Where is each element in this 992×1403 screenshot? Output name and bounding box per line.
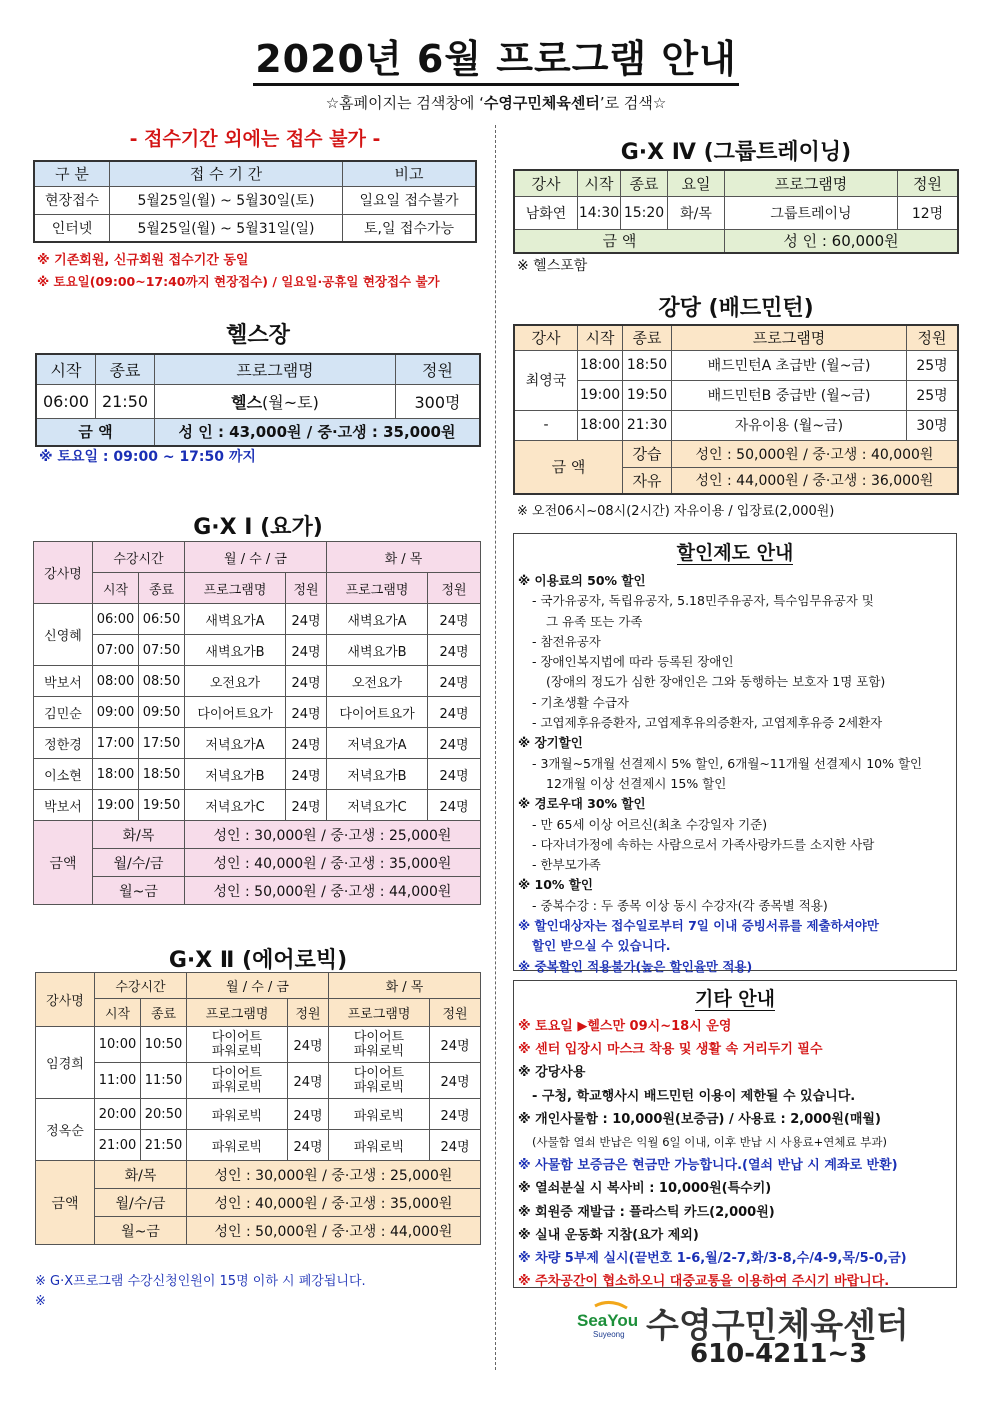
instructor-cell: 박보서 [34,666,93,697]
header-cell: 시작 [578,325,623,350]
other-line: ※ 회원증 재발급 : 플라스틱 카드(2,000원) [518,1204,775,1220]
fee-value: 성인 : 40,000원 / 중·고생 : 35,000원 [185,849,481,877]
table-cell: 10:50 [141,1027,187,1063]
gx2-heading: G·X Ⅱ (에어로빅) [168,948,348,973]
table-cell: 24명 [288,1099,329,1130]
table-cell: 5월25일(월) ~ 5월30일(토) [110,186,343,214]
table-cell: 10:00 [95,1027,141,1063]
header-cell: 정원 [396,354,481,384]
header-cell: 프로그램명 [672,325,907,350]
discount-line: - 3개월~5개월 선결제시 5% 할인, 6개월~11개월 선결제시 10% 할인 [532,755,923,771]
header-cell: 종료 [141,999,187,1027]
other-line: ※ 강당사용 [518,1065,586,1081]
table-cell: 19:00 [578,380,623,410]
fee-value: 성인 : 30,000원 / 중·고생 : 25,000원 [185,821,481,849]
fee-days: 화/목 [95,1161,187,1189]
other-line: ※ 토요일 ▶헬스만 09시~18시 운영 [518,1019,732,1034]
header-cell: 프로그램명 [155,354,396,384]
table-cell: 파워로빅 [329,1099,430,1130]
fee-type: 강습 [623,440,672,467]
column-divider [495,125,496,1370]
table-cell: 24명 [428,666,481,697]
header-cell: 시작 [93,573,139,604]
discount-line: - 만 65세 이상 어르신(최초 수강일자 기준) [532,816,768,832]
fee-days: 월~금 [95,1217,187,1245]
table-cell: 24명 [428,697,481,728]
fee-days: 월/수/금 [95,1189,187,1217]
gx2-table [35,972,481,1245]
gx4-note: ※ 헬스포함 [517,258,588,274]
table-cell: 24명 [428,759,481,790]
table-cell: 24명 [428,790,481,821]
table-cell: 인터넷 [34,214,110,242]
table-cell: 11:50 [141,1063,187,1099]
fee-value: 성 인 : 60,000원 [725,229,959,253]
header-cell: 시작 [95,999,141,1027]
instructor-cell: 정옥순 [36,1099,95,1161]
table-cell: 11:00 [95,1063,141,1099]
gym-table [35,353,481,447]
other-box [513,980,957,1288]
table-cell: 24명 [430,1027,481,1063]
table-cell: 다이어트 파워로빅 [187,1027,288,1063]
header-cell: 화 / 목 [327,542,481,573]
table-cell: 15:20 [621,196,668,229]
fee-value: 성인 : 30,000원 / 중·고생 : 25,000원 [187,1161,481,1189]
table-cell: 새벽요가B [327,635,428,666]
header-cell: 정원 [430,999,481,1027]
other-line: - 구청, 학교행사시 배드민턴 이용이 제한될 수 있습니다. [532,1088,856,1104]
badminton-table [513,324,959,495]
instructor-cell: 정한경 [34,728,93,759]
discount-line: ※ 10% 할인 [518,877,593,893]
header-cell: 접 수 기 간 [110,161,343,186]
table-cell: 09:50 [139,697,185,728]
table-cell: 5월25일(월) ~ 5월31일(일) [110,214,343,242]
instructor-cell: 박보서 [34,790,93,821]
table-cell: 18:50 [139,759,185,790]
header-cell: 월 / 수 / 금 [185,542,327,573]
instructor-cell: 김민순 [34,697,93,728]
discount-line: 그 유족 또는 가족 [546,613,643,629]
fee-label: 금액 [34,821,93,905]
table-cell: 24명 [430,1099,481,1130]
table-cell: 25명 [907,380,959,410]
table-cell: 다이어트요가 [327,697,428,728]
table-cell: 19:00 [93,790,139,821]
header-cell: 강사명 [36,973,95,1027]
fee-days: 월/수/금 [93,849,185,877]
badminton-note: ※ 오전06시~08시(2시간) 자유이용 / 입장료(2,000원) [517,504,835,519]
other-line: ※ 센터 입장시 마스크 착용 및 생활 속 거리두기 필수 [518,1042,823,1058]
header-cell: 요일 [668,170,725,196]
header-cell: 프로그램명 [187,999,288,1027]
table-cell: 토,일 접수가능 [343,214,477,242]
gym-heading: 헬스장 [226,323,290,348]
table-cell: 06:50 [139,604,185,635]
registration-note: ※ 토요일(09:00~17:40까지 현장접수) / 일요일·공휴일 현장접수 불가 [37,274,440,289]
header-cell: 프로그램명 [725,170,898,196]
registration-note: ※ 기존회원, 신규회원 접수기간 동일 [37,253,249,268]
header-cell: 정원 [898,170,959,196]
table-cell: 18:50 [623,350,672,380]
header-cell: 종료 [96,354,155,384]
instructor-cell: 임경희 [36,1027,95,1099]
table-cell: 24명 [430,1063,481,1099]
other-line: ※ 주차공간이 협소하오니 대중교통을 이용하여 주시기 바랍니다. [518,1274,890,1290]
badminton-heading: 강당 (배드민턴) [658,296,814,321]
table-cell: 18:00 [93,759,139,790]
table-cell: 14:30 [578,196,621,229]
table-cell: 30명 [907,410,959,440]
table-cell: 09:00 [93,697,139,728]
gx4-heading: G·X Ⅳ (그룹트레이닝) [620,140,852,165]
fee-label: 금 액 [514,440,623,494]
header-cell: 수강시간 [93,542,185,573]
table-cell: 08:00 [93,666,139,697]
table-cell: 화/목 [668,196,725,229]
header-cell: 강사 [514,325,578,350]
table-cell: 일요일 접수불가 [343,186,477,214]
registration-table [33,160,477,243]
table-cell: 남화연 [514,196,578,229]
table-cell: 24명 [286,790,327,821]
fee-days: 화/목 [93,821,185,849]
table-cell: 저녁요가A [327,728,428,759]
table-cell: 새벽요가B [185,635,286,666]
fee-value: 성인 : 50,000원 / 중·고생 : 44,000원 [187,1217,481,1245]
table-cell: 24명 [428,635,481,666]
instructor-cell: - [514,410,578,440]
table-cell: 08:50 [139,666,185,697]
discount-line: 12개월 이상 선결제시 15% 할인 [546,775,727,791]
header-cell: 시작 [36,354,96,384]
seayou-logo [575,1300,645,1340]
table-cell: 17:50 [139,728,185,759]
header-cell: 월 / 수 / 금 [187,973,329,999]
header-cell: 정원 [428,573,481,604]
fee-label: 금 액 [514,229,725,253]
fee-value: 성인 : 44,000원 / 중·고생 : 36,000원 [672,467,959,494]
gx1-heading: G·X Ⅰ (요가) [193,515,323,540]
table-cell: 오전요가 [327,666,428,697]
discount-line: ※ 중복할인 적용불가(높은 할인율만 적용) [518,958,753,974]
table-cell: 25명 [907,350,959,380]
discount-line: 할인 받으실 수 있습니다. [532,938,671,954]
table-cell: 21:50 [96,384,155,418]
header-cell: 정원 [286,573,327,604]
header-cell: 프로그램명 [185,573,286,604]
table-cell: 18:00 [578,410,623,440]
other-line: ※ 실내 운동화 지참(요가 제외) [518,1227,699,1243]
header-cell: 수강시간 [95,973,187,999]
table-cell: 07:50 [139,635,185,666]
other-line: ※ 열쇠분실 시 복사비 : 10,000원(특수키) [518,1181,772,1197]
table-cell: 자유이용 (월~금) [672,410,907,440]
page-title: 2020년 6월 프로그램 안내 [0,28,992,83]
table-cell: 07:00 [93,635,139,666]
fee-days: 월~금 [93,877,185,905]
other-line: (사물함 열쇠 반납은 익월 6일 이내, 이후 반납 시 사용료+연체료 부과) [532,1135,887,1150]
table-cell: 24명 [286,759,327,790]
table-cell: 저녁요가B [185,759,286,790]
table-cell: 06:00 [93,604,139,635]
table-cell: 24명 [286,604,327,635]
svg-text:SeaYou: SeaYou [577,1311,639,1330]
gym-note: ※ 토요일 : 09:00 ~ 17:50 까지 [39,449,256,465]
table-cell: 24명 [286,728,327,759]
fee-value: 성 인 : 43,000원 / 중·고생 : 35,000원 [155,418,481,446]
fee-label: 금액 [36,1161,95,1245]
table-cell: 24명 [428,604,481,635]
table-cell: 저녁요가C [327,790,428,821]
header-cell: 종료 [623,325,672,350]
table-cell: 새벽요가A [185,604,286,635]
discount-line: ※ 이용료의 50% 할인 [518,573,646,588]
discount-line: ※ 경로우대 30% 할인 [518,796,646,812]
table-cell: 현장접수 [34,186,110,214]
discount-line: - 고엽제후유증환자, 고엽제후유의증환자, 고엽제후유증 2세환자 [532,715,883,731]
table-cell: 24명 [288,1130,329,1161]
table-cell: 파워로빅 [329,1130,430,1161]
discount-line: - 기초생활 수급자 [532,694,629,710]
table-cell: 저녁요가C [185,790,286,821]
table-cell: 17:00 [93,728,139,759]
table-cell: 24명 [286,666,327,697]
table-cell: 24명 [286,635,327,666]
table-cell: 24명 [286,697,327,728]
table-cell: 파워로빅 [187,1130,288,1161]
table-cell: 21:00 [95,1130,141,1161]
table-cell: 새벽요가A [327,604,428,635]
table-cell: 파워로빅 [187,1099,288,1130]
discount-line: - 중복수강 : 두 종목 이상 동시 수강자(각 종목별 적용) [532,897,828,913]
table-cell: 21:50 [141,1130,187,1161]
header-cell: 비고 [343,161,477,186]
table-cell: 배드민턴B 중급반 (월~금) [672,380,907,410]
table-cell: 19:50 [139,790,185,821]
table-cell: 오전요가 [185,666,286,697]
other-title: 기타 안내 [694,988,776,1010]
other-list [518,1015,956,1293]
table-cell: 21:30 [623,410,672,440]
discount-box [513,533,957,974]
table-cell: 다이어트 파워로빅 [329,1027,430,1063]
other-line: ※ 사물함 보증금은 현금만 가능합니다.(열쇠 반납 시 계좌로 반환) [518,1158,898,1174]
table-cell: 20:00 [95,1099,141,1130]
discount-line: - 다자녀가정에 속하는 사람으로서 가족사랑카드를 소지한 사람 [532,836,875,852]
table-cell: 다이어트 파워로빅 [329,1063,430,1099]
fee-value: 성인 : 50,000원 / 중·고생 : 40,000원 [672,440,959,467]
header-cell: 프로그램명 [327,573,428,604]
header-cell: 시작 [578,170,621,196]
table-cell: 24명 [428,728,481,759]
fee-value: 성인 : 50,000원 / 중·고생 : 44,000원 [185,877,481,905]
header-cell: 화 / 목 [329,973,481,999]
svg-text:Suyeong: Suyeong [593,1330,625,1339]
discount-list [518,571,956,977]
header-cell: 구 분 [34,161,110,186]
discount-line: (장애의 정도가 심한 장애인은 그와 동행하는 보호자 1명 포함) [546,674,886,690]
gx2-note: ※ G·X프로그램 수강신청인원이 15명 이하 시 폐강됩니다. [35,1274,366,1289]
table-cell: 300명 [396,384,481,418]
table-cell: 그룹트레이닝 [725,196,898,229]
fee-value: 성인 : 40,000원 / 중·고생 : 35,000원 [187,1189,481,1217]
search-hint: ☆홈페이지는 검색창에 ‘수영구민체육센터’로 검색☆ [325,94,667,112]
discount-line: - 국가유공자, 독립유공자, 5.18민주유공자, 특수임무유공자 및 [532,593,874,609]
table-cell: 19:50 [623,380,672,410]
center-phone: 610-4211~3 [690,1339,868,1369]
gx4-table [513,169,959,254]
discount-title: 할인제도 안내 [676,542,794,564]
other-line: ※ 차량 5부제 실시(끝번호 1-6,월/2-7,화/3-8,수/4-9,목/5-0,금) [518,1251,907,1267]
table-cell: 12명 [898,196,959,229]
table-cell: 다이어트 파워로빅 [187,1063,288,1099]
center-name: 수영구민체육센터 [646,1306,909,1346]
table-cell: 24명 [288,1063,329,1099]
table-cell: 저녁요가B [327,759,428,790]
header-cell: 종료 [621,170,668,196]
other-line: ※ 개인사물함 : 10,000원(보증금) / 사용료 : 2,000원(매월) [518,1111,881,1127]
header-cell: 강사명 [34,542,93,604]
header-cell: 정원 [288,999,329,1027]
gx1-table [33,541,481,905]
discount-line: - 한부모가족 [532,857,601,873]
fee-label: 금 액 [36,418,155,446]
header-cell: 종료 [139,573,185,604]
discount-line: ※ 장기할인 [518,735,583,751]
instructor-cell: 최영국 [514,350,578,410]
fee-type: 자유 [623,467,672,494]
registration-heading: - 접수기간 외에는 접수 불가 - [129,128,381,150]
table-cell: 24명 [430,1130,481,1161]
header-cell: 강사 [514,170,578,196]
table-cell: 24명 [288,1027,329,1063]
table-cell: 헬스(월~토) [155,384,396,418]
header-cell: 프로그램명 [329,999,430,1027]
gx2-note: ※ [35,1294,46,1309]
header-cell: 정원 [907,325,959,350]
table-cell: 20:50 [141,1099,187,1130]
table-cell: 저녁요가A [185,728,286,759]
discount-line: - 참전유공자 [532,633,601,649]
table-cell: 다이어트요가 [185,697,286,728]
discount-line: ※ 할인대상자는 접수일로부터 7일 이내 증빙서류를 제출하셔야만 [518,918,879,934]
table-cell: 06:00 [36,384,96,418]
discount-line: - 장애인복지법에 따라 등록된 장애인 [532,654,734,670]
instructor-cell: 이소현 [34,759,93,790]
instructor-cell: 신영혜 [34,604,93,666]
table-cell: 배드민턴A 초급반 (월~금) [672,350,907,380]
table-cell: 18:00 [578,350,623,380]
